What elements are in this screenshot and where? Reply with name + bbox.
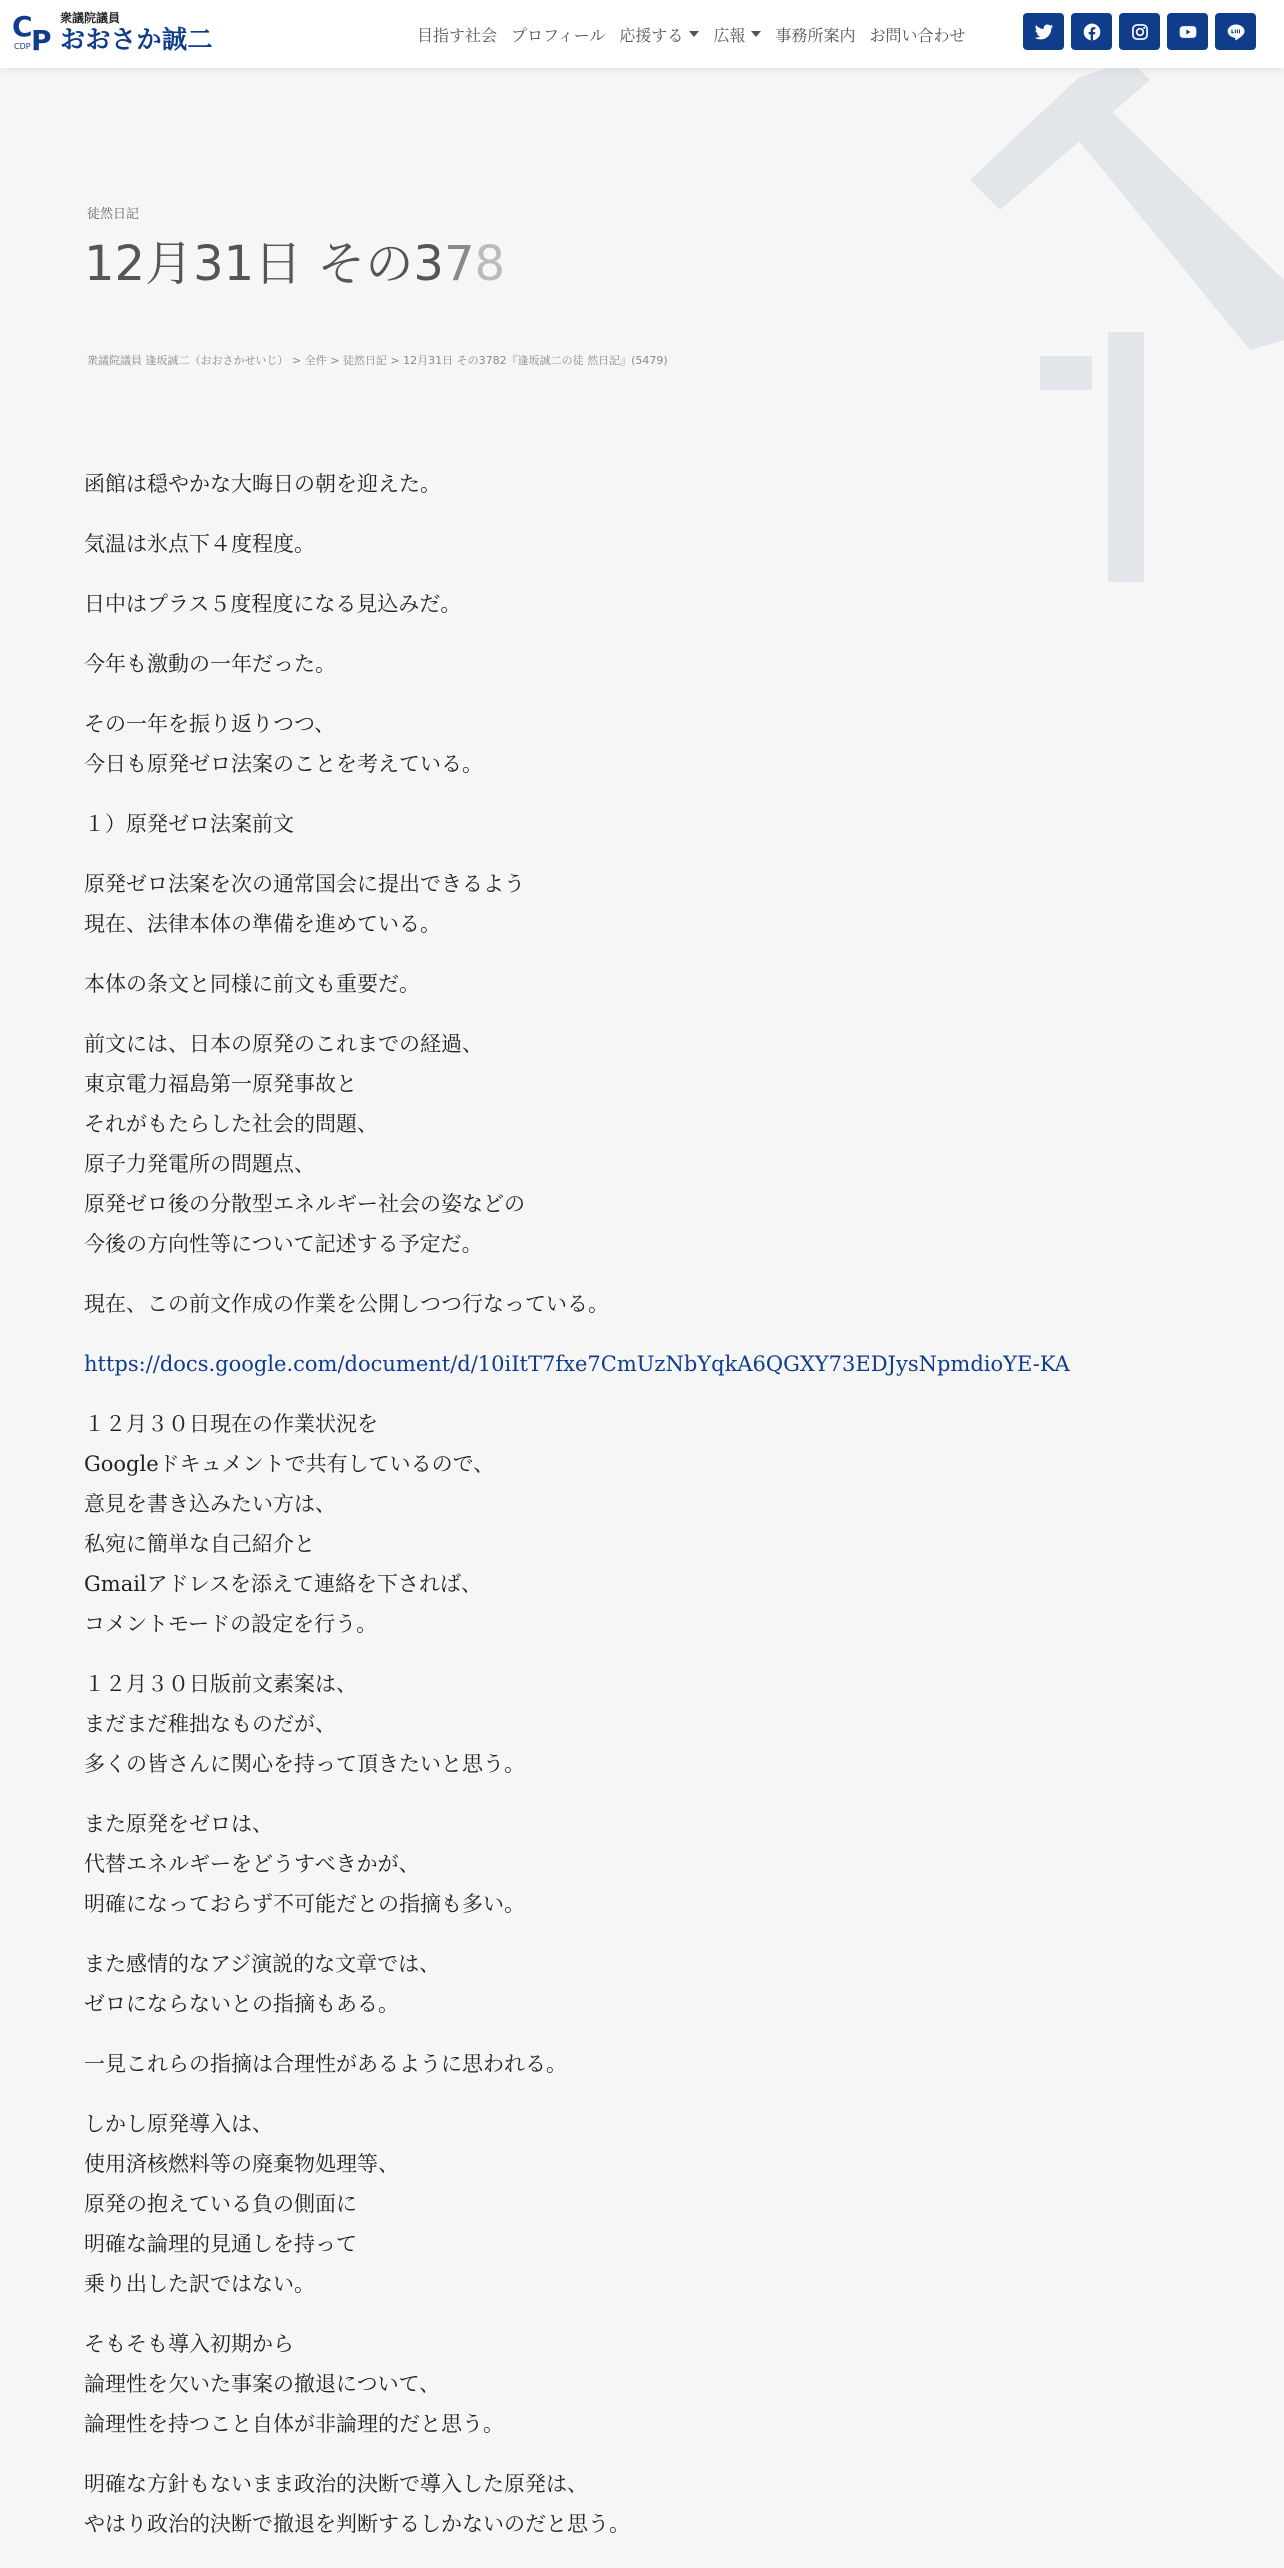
twitter-button[interactable] <box>1023 13 1064 50</box>
line-icon <box>1226 22 1246 42</box>
article-line: そもそも導入初期から <box>84 2332 294 2356</box>
nav-item-vision[interactable]: 目指す社会 <box>417 25 498 45</box>
article-paragraph <box>84 2464 1184 2544</box>
article-line: 原発ゼロ法案を次の通常国会に提出できるよう <box>84 872 525 896</box>
article-line: Gmailアドレスを添えて連絡を下されば、 <box>84 1572 483 1596</box>
article-paragraph <box>84 1284 1184 1324</box>
article-line: ゼロにならないとの指摘もある。 <box>84 1992 399 2016</box>
article-paragraph <box>84 1404 1184 1644</box>
article-line: 前文には、日本の原発のこれまでの経過、 <box>84 1032 483 1056</box>
main-nav <box>410 0 972 68</box>
breadcrumb: 衆議院議員 逢坂誠二（おおさかせいじ） > 全件 > 徒然日記 > 12月31日 その3782『逢坂誠二の徒 然日記』(5479) <box>87 354 668 367</box>
line-button[interactable] <box>1215 13 1256 50</box>
article-paragraph <box>84 1944 1184 2024</box>
article-line: 明確な論理的見通しを持って <box>84 2232 357 2256</box>
site-header <box>0 0 1284 68</box>
nav-item-office[interactable]: 事務所案内 <box>775 25 856 45</box>
article-paragraph <box>84 2104 1184 2304</box>
article-line: その一年を振り返りつつ、 <box>84 712 336 736</box>
article-line: また感情的なアジ演説的な文章では、 <box>84 1952 441 1976</box>
article-line: 現在、法律本体の準備を進めている。 <box>84 912 441 936</box>
cdp-logo-mark: C P CDP <box>12 10 52 57</box>
article-line: 乗り出した訳ではない。 <box>84 2272 315 2296</box>
article-line: それがもたらした社会的問題、 <box>84 1112 378 1136</box>
facebook-icon <box>1082 22 1102 42</box>
breadcrumb-category-link[interactable]: 徒然日記 <box>342 354 387 367</box>
page-title: 12月31日 その378 <box>84 236 506 292</box>
article-line: 明確な方針もないまま政治的決断で導入した原発は、 <box>84 2472 588 2496</box>
article-line: 函館は穏やかな大晦日の朝を迎えた。 <box>84 472 441 496</box>
facebook-button[interactable] <box>1071 13 1112 50</box>
article-line: 一見これらの指摘は合理性があるように思われる。 <box>84 2052 567 2076</box>
instagram-button[interactable] <box>1119 13 1160 50</box>
article-line: 意見を書き込みたい方は、 <box>84 1492 336 1516</box>
article-line: 本体の条文と同様に前文も重要だ。 <box>84 972 420 996</box>
article-paragraph <box>84 524 1184 564</box>
article-line: １２月３０日版前文素案は、 <box>84 1672 357 1696</box>
youtube-icon <box>1178 22 1198 42</box>
article-line: １２月３０日現在の作業状況を <box>84 1412 378 1436</box>
article-paragraph <box>84 1804 1184 1924</box>
article-paragraph <box>84 2324 1184 2444</box>
article-paragraph <box>84 584 1184 624</box>
article-line: 現在、この前文作成の作業を公開しつつ行なっている。 <box>84 1292 609 1316</box>
article-line: 明確になっておらず不可能だとの指摘も多い。 <box>84 1892 525 1916</box>
logo-subtitle: 衆議院議員 <box>60 11 121 25</box>
article-line: 原発ゼロ後の分散型エネルギー社会の姿などの <box>84 1192 525 1216</box>
caret-down-icon <box>689 31 699 37</box>
breadcrumb-home-link[interactable]: 衆議院議員 逢坂誠二（おおさかせいじ） <box>87 354 289 367</box>
article-line: まだまだ稚拙なものだが、 <box>84 1712 336 1736</box>
article-line: 原発の抱えている負の側面に <box>84 2192 357 2216</box>
article-line: １）原発ゼロ法案前文 <box>84 812 294 836</box>
article-line: 東京電力福島第一原発事故と <box>84 1072 357 1096</box>
nav-item-support[interactable]: 応援する <box>612 23 706 46</box>
article-line: Googleドキュメントで共有しているので、 <box>84 1452 495 1476</box>
article-paragraph <box>84 464 1184 504</box>
article-line: 日中はプラス５度程度になる見込みだ。 <box>84 592 462 616</box>
article-line: 今年も激動の一年だった。 <box>84 652 336 676</box>
article-paragraph <box>84 964 1184 1004</box>
caret-down-icon <box>751 31 761 37</box>
article-line: 気温は氷点下４度程度。 <box>84 532 315 556</box>
article-line: 原子力発電所の問題点、 <box>84 1152 315 1176</box>
breadcrumb-current: 12月31日 その3782『逢坂誠二の徒 然日記』(5479) <box>403 354 668 367</box>
article-line: 使用済核燃料等の廃棄物処理等、 <box>84 2152 399 2176</box>
article-paragraph <box>84 1024 1184 1264</box>
article-line: 多くの皆さんに関心を持って頂きたいと思う。 <box>84 1752 525 1776</box>
article-line: 私宛に簡単な自己紹介と <box>84 1532 315 1556</box>
article-paragraph <box>84 644 1184 684</box>
article-line: コメントモードの設定を行う。 <box>84 1612 378 1636</box>
breadcrumb-all-link[interactable]: 全件 <box>304 354 327 367</box>
article-line: 論理性を欠いた事案の撤退について、 <box>84 2372 441 2396</box>
nav-item-publicity[interactable]: 広報 <box>706 23 768 46</box>
article-body <box>84 464 1184 2564</box>
article-paragraph <box>84 2044 1184 2084</box>
article-line: また原発をゼロは、 <box>84 1812 273 1836</box>
article-line: 代替エネルギーをどうすべきかが、 <box>84 1852 420 1876</box>
logo-name: おおさか誠二 <box>60 25 214 54</box>
youtube-button[interactable] <box>1167 13 1208 50</box>
article-paragraph <box>84 804 1184 844</box>
article-line: 今後の方向性等について記述する予定だ。 <box>84 1232 483 1256</box>
article-line: 今日も原発ゼロ法案のことを考えている。 <box>84 752 483 776</box>
article-paragraph <box>84 704 1184 784</box>
twitter-icon <box>1034 22 1054 42</box>
social-links <box>1023 13 1256 50</box>
article-paragraph <box>84 1664 1184 1784</box>
google-docs-link[interactable]: https://docs.google.com/document/d/10iItT7fxe7CmUzNbYqkA6QGXY73EDJysNpmdioYE-KA <box>84 1352 1070 1376</box>
nav-item-contact[interactable]: お問い合わせ <box>869 25 966 45</box>
post-category: 徒然日記 <box>87 207 140 222</box>
instagram-icon <box>1130 22 1150 42</box>
article-line: やはり政治的決断で撤退を判断するしかないのだと思う。 <box>84 2512 630 2536</box>
article-line: 論理性を持つこと自体が非論理的だと思う。 <box>84 2412 504 2436</box>
article-line: しかし原発導入は、 <box>84 2112 273 2136</box>
article-paragraph <box>84 1344 1184 1384</box>
article-paragraph <box>84 864 1184 944</box>
site-logo[interactable] <box>12 5 213 61</box>
nav-item-profile[interactable]: プロフィール <box>511 25 606 45</box>
